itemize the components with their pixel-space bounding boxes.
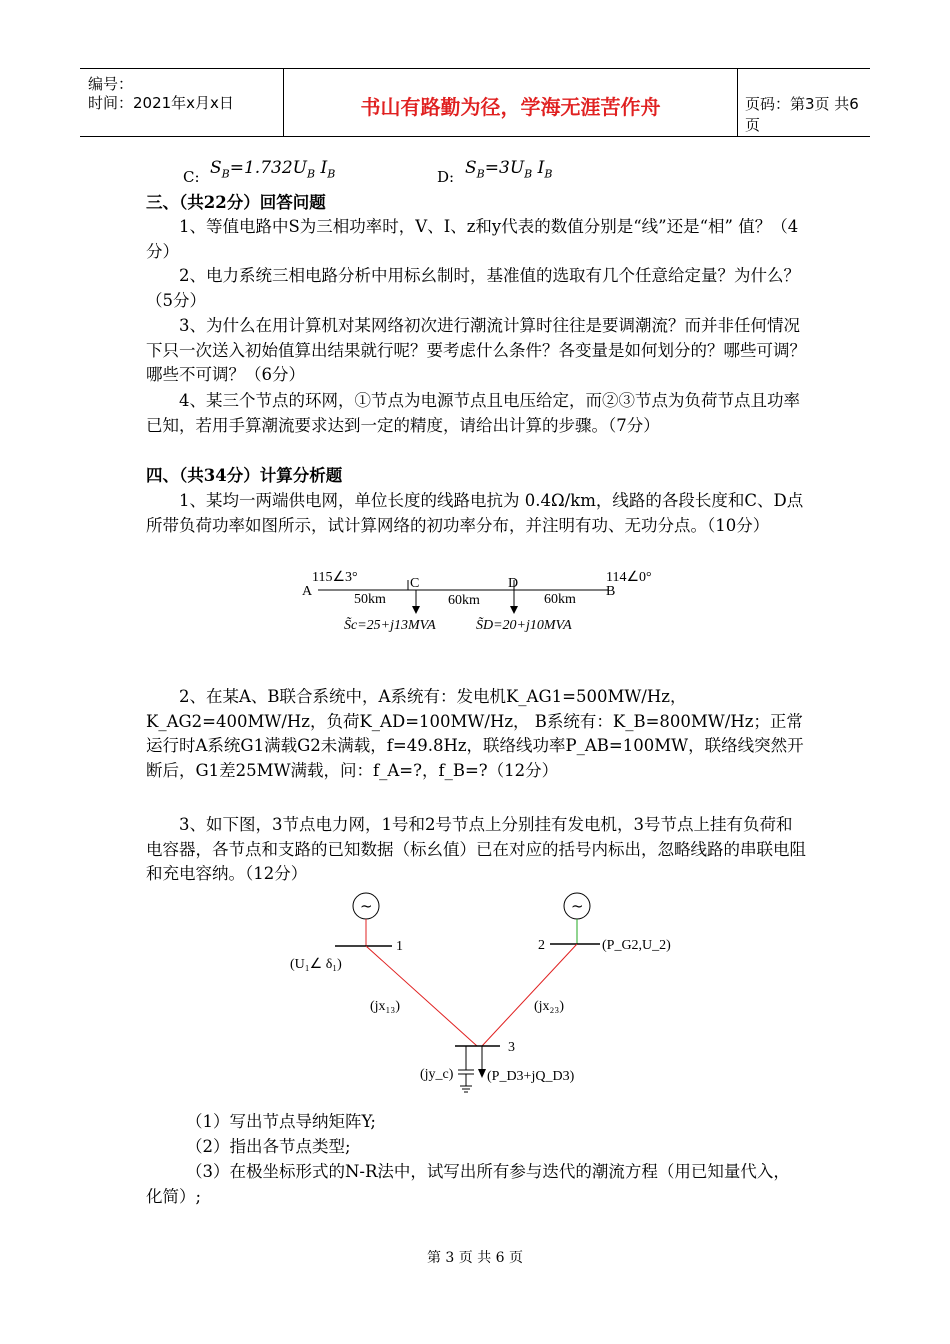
option-d-label: D: bbox=[437, 168, 455, 186]
voltage-b: 114∠0° bbox=[606, 570, 652, 585]
node-b-label: B bbox=[606, 584, 616, 599]
page-header bbox=[80, 68, 870, 137]
question-4-2: 2、在某A、B联合系统中，A系统有：发电机K_AG1=500MW/Hz，K_AG2=400MW/Hz，负荷K_AD=100MW/Hz， B系统有：K_B=800MW/Hz；正常运行时A系统G1满载G2未满载，f=49.8Hz，联络线功率P_AB=100MW，联络线突然开断后，G1差25MW满载，问：f_A=?，f_B=?（12分） bbox=[146, 687, 804, 780]
x13-label: (jx₁₃) bbox=[370, 999, 400, 1014]
load-3-label: (P_D3+jQ_D3) bbox=[487, 1069, 575, 1084]
page-indicator: 页码：第3页 共6页 bbox=[745, 95, 859, 134]
node-2-pg2: (P_G2,U_2) bbox=[602, 938, 671, 953]
header-motto-cell bbox=[283, 69, 738, 136]
node-1-label: 1 bbox=[396, 939, 403, 954]
sub-question-2: （2）指出各节点类型; bbox=[186, 1137, 351, 1156]
motto-text: 书山有路勤为径，学海无涯苦作舟 bbox=[360, 95, 661, 119]
node-2-label: 2 bbox=[538, 938, 545, 953]
doc-date-label: 时间：2021年x月x日 bbox=[88, 94, 234, 112]
section-3-title: 三、（共22分）回答问题 bbox=[146, 193, 326, 212]
question-3-4: 4、某三个节点的环网，①节点为电源节点且电压给定，而②③节点为负荷节点且功率已知，若用手算潮流要求达到一定的精度，请给出计算的步骤。（7分） bbox=[146, 391, 800, 435]
node-c-label: C bbox=[410, 576, 420, 591]
length-db: 60km bbox=[544, 592, 576, 607]
figure-two-end-network bbox=[290, 562, 670, 642]
question-4-3: 3、如下图，3节点电力网，1号和2号节点上分别挂有发电机，3号节点上挂有负荷和电容器，各节点和支路的已知数据（标幺值）已在对应的括号内标出，忽略线路的串联电阻和充电容纳。（12分） bbox=[146, 815, 806, 883]
sub-question-3: （3）在极坐标形式的N-R法中，试写出所有参与迭代的潮流方程（用已知量代入，化简）; bbox=[146, 1162, 790, 1206]
load-c-value: S̃c=25+j13MVA bbox=[344, 618, 436, 633]
question-4-1: 1、某均一两端供电网，单位长度的线路电抗为 0.4Ω/km，线路的各段长度和C、D点所带负荷功率如图所示，试计算网络的初功率分布，并注明有功、无功分点。（10分） bbox=[146, 491, 804, 535]
formula-d-text: $S_B=3U_B$ $I_B$ bbox=[465, 158, 553, 181]
voltage-a: 115∠3° bbox=[312, 570, 358, 585]
line-1-3 bbox=[366, 946, 477, 1046]
load-d-arrow bbox=[510, 606, 518, 614]
load-c-arrow bbox=[412, 606, 420, 614]
load-3-arrow bbox=[478, 1069, 486, 1078]
x23-label: (jx₂₃) bbox=[534, 999, 564, 1014]
formula-c-text: $S_B=1.732U_B$ $I_B$ bbox=[210, 158, 336, 181]
doc-number-label: 编号： bbox=[88, 75, 134, 93]
option-c-formula bbox=[210, 158, 335, 180]
question-3-3: 3、为什么在用计算机对某网络初次进行潮流计算时往往是要调潮流？而并非任何情况下只一次送入初始值算出结果就行呢？要考虑什么条件？各变量是如何划分的？哪些可调？哪些不可调？（6分） bbox=[146, 316, 806, 384]
section-4-title: 四、（共34分）计算分析题 bbox=[146, 466, 343, 485]
header-left-cell bbox=[80, 69, 283, 136]
node-d-label: D bbox=[508, 576, 519, 591]
length-ac: 50km bbox=[354, 592, 386, 607]
generator-2-symbol: ~ bbox=[571, 897, 584, 915]
node-a-label: A bbox=[302, 584, 313, 599]
yc-label: (jy_c) bbox=[420, 1067, 454, 1082]
line-2-3 bbox=[482, 944, 577, 1046]
sub-question-1: （1）写出节点导纳矩阵Y; bbox=[186, 1112, 376, 1131]
option-d-formula bbox=[465, 158, 552, 180]
load-d-value: S̃D=20+j10MVA bbox=[476, 618, 572, 633]
generator-1-symbol: ~ bbox=[360, 897, 373, 915]
node-3-label: 3 bbox=[508, 1040, 515, 1055]
node-1-voltage: (U₁∠ δ₁) bbox=[290, 957, 342, 972]
question-3-1: 1、等值电路中S为三相功率时，V、I、z和y代表的数值分别是“线”还是“相” 值？（4分） bbox=[146, 217, 799, 261]
page-footer: 第 3 页 共 6 页 bbox=[426, 1250, 524, 1266]
figure-three-node-network bbox=[280, 888, 680, 1100]
header-right-cell bbox=[737, 69, 870, 136]
question-3-2: 2、电力系统三相电路分析中用标幺制时，基准值的选取有几个任意给定量？为什么？（5分） bbox=[146, 266, 800, 310]
option-c-label: C: bbox=[183, 168, 200, 186]
length-cd: 60km bbox=[448, 593, 480, 608]
